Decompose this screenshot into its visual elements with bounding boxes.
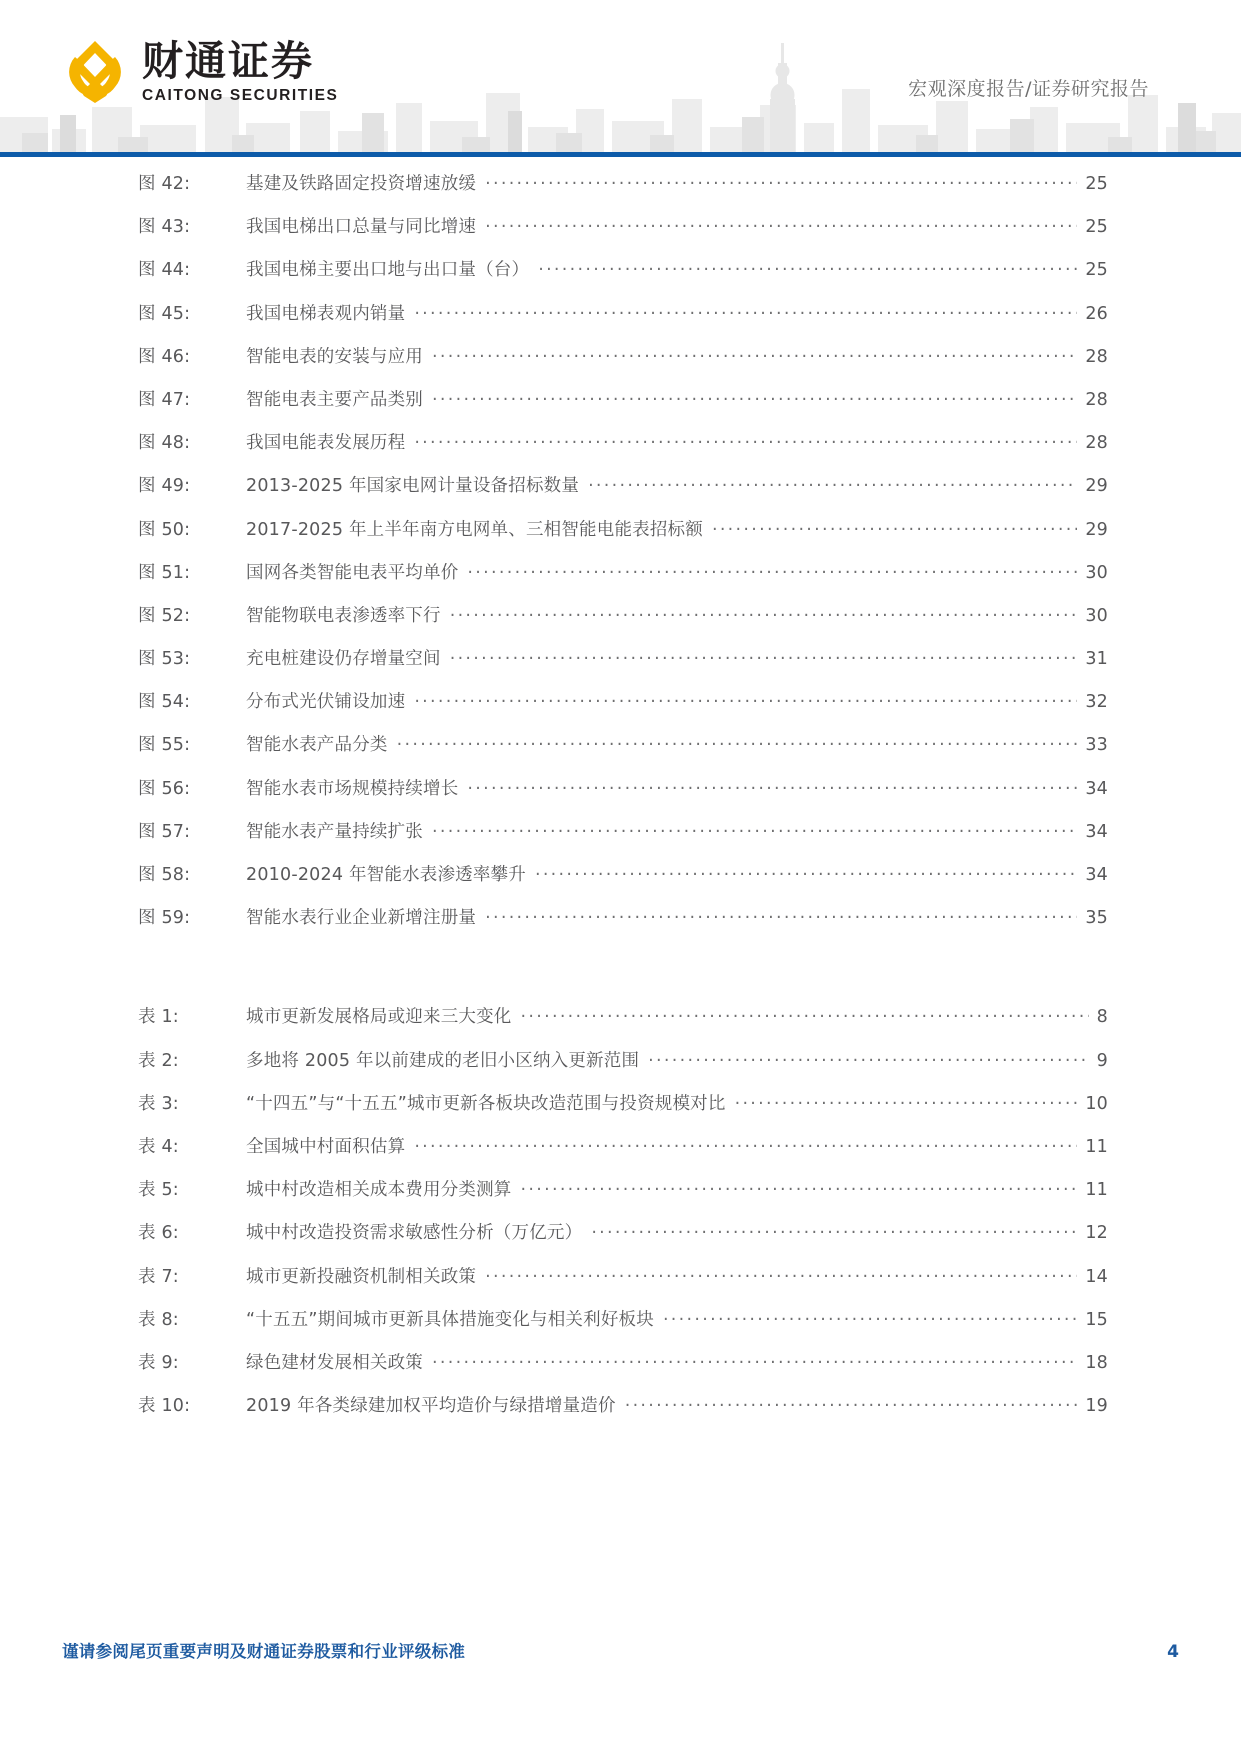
toc-entry[interactable] <box>0 170 1241 213</box>
header-divider-rule <box>0 152 1241 157</box>
toc-leader-dots <box>414 431 1077 449</box>
toc-entry-title: 2010-2024 年智能水表渗透率攀升 <box>246 865 526 885</box>
toc-entry-title: 智能水表市场规模持续增长 <box>246 778 459 799</box>
toc-entry-label: 表 6: <box>138 1223 179 1244</box>
toc-leader-dots <box>414 301 1077 319</box>
toc-entry-label: 表 1: <box>138 1007 179 1028</box>
toc-entry-title: 2017-2025 年上半年南方电网单、三相智能电能表招标额 <box>246 519 703 540</box>
toc-entry-label: 表 2: <box>138 1050 179 1071</box>
toc-entry-page-number: 11 <box>1085 1136 1108 1157</box>
toc-entry[interactable] <box>0 300 1241 343</box>
toc-entry-label: 图 53: <box>138 649 191 670</box>
toc-entry-label: 图 43: <box>138 217 191 238</box>
toc-entry-page-number: 28 <box>1085 389 1108 410</box>
toc-entry-title: 智能电表的安装与应用 <box>246 346 423 367</box>
toc-entry-label: 图 46: <box>138 346 191 367</box>
toc-entry-page-number: 9 <box>1096 1050 1108 1071</box>
toc-entry[interactable] <box>0 1133 1241 1176</box>
toc-entry-label: 表 10: <box>138 1396 191 1417</box>
toc-entry-title: 全国城中村面积估算 <box>246 1136 406 1157</box>
toc-entry-title: “十五五”期间城市更新具体措施变化与相关利好板块 <box>246 1309 654 1330</box>
toc-entry-title: 2013-2025 年国家电网计量设备招标数量 <box>246 476 580 497</box>
toc-entry[interactable] <box>0 1176 1241 1219</box>
page-footer <box>0 1638 1241 1662</box>
toc-entry-page-number: 25 <box>1085 260 1108 281</box>
toc-entry-label: 图 55: <box>138 735 191 756</box>
toc-leader-dots <box>414 1134 1077 1152</box>
list-separator-space <box>0 947 1241 1003</box>
table-list <box>0 1003 1241 1435</box>
brand-logo <box>62 38 338 105</box>
toc-entry-title: 多地将 2005 年以前建成的老旧小区纳入更新范围 <box>246 1050 640 1071</box>
toc-entry[interactable] <box>0 904 1241 947</box>
toc-entry[interactable] <box>0 688 1241 731</box>
toc-entry-page-number: 26 <box>1085 303 1108 324</box>
caitong-logo-icon <box>62 39 128 105</box>
toc-entry[interactable] <box>0 256 1241 299</box>
toc-entry-page-number: 11 <box>1085 1180 1108 1201</box>
toc-leader-dots <box>432 387 1077 405</box>
toc-entry-label: 表 3: <box>138 1093 179 1114</box>
toc-entry-label: 图 50: <box>138 519 191 540</box>
toc-leader-dots <box>467 560 1077 578</box>
toc-entry[interactable] <box>0 559 1241 602</box>
toc-entry-label: 表 7: <box>138 1266 179 1287</box>
toc-entry-page-number: 25 <box>1085 217 1108 238</box>
toc-entry-label: 图 57: <box>138 821 191 842</box>
toc-leader-dots <box>432 819 1077 837</box>
toc-entry[interactable] <box>0 213 1241 256</box>
toc-entry-title: 智能物联电表渗透率下行 <box>246 605 441 626</box>
toc-leader-dots <box>467 776 1077 794</box>
toc-leader-dots <box>521 1005 1089 1023</box>
toc-entry-title: 我国电梯主要出口地与出口量（台） <box>246 260 530 281</box>
table-of-contents <box>0 170 1241 1435</box>
toc-entry-page-number: 8 <box>1096 1007 1108 1028</box>
toc-entry[interactable] <box>0 516 1241 559</box>
toc-entry-page-number: 28 <box>1085 346 1108 367</box>
toc-entry[interactable] <box>0 645 1241 688</box>
toc-entry[interactable] <box>0 1349 1241 1392</box>
toc-entry[interactable] <box>0 1090 1241 1133</box>
toc-entry-page-number: 15 <box>1085 1309 1108 1330</box>
toc-leader-dots <box>485 215 1077 233</box>
toc-leader-dots <box>521 1178 1078 1196</box>
toc-entry-label: 图 42: <box>138 174 191 194</box>
toc-entry-page-number: 34 <box>1085 778 1108 799</box>
toc-leader-dots <box>485 1264 1077 1282</box>
toc-entry-title: 智能水表行业企业新增注册量 <box>246 908 477 929</box>
report-type-label: 宏观深度报告/证券研究报告 <box>908 78 1149 100</box>
toc-entry[interactable] <box>0 1263 1241 1306</box>
toc-leader-dots <box>450 603 1078 621</box>
toc-entry-page-number: 14 <box>1085 1266 1108 1287</box>
toc-entry-page-number: 25 <box>1085 174 1108 194</box>
toc-leader-dots <box>735 1091 1078 1109</box>
toc-entry-title: 基建及铁路固定投资增速放缓 <box>246 174 477 194</box>
toc-entry-page-number: 30 <box>1085 605 1108 626</box>
toc-entry-label: 图 59: <box>138 908 191 929</box>
toc-leader-dots <box>397 733 1078 751</box>
toc-entry-title: 我国电梯出口总量与同比增速 <box>246 217 477 238</box>
brand-name-en: CAITONG SECURITIES <box>142 87 339 105</box>
toc-entry-title: 城市更新发展格局或迎来三大变化 <box>246 1007 512 1028</box>
page-header <box>0 0 1241 155</box>
toc-entry-page-number: 34 <box>1085 865 1108 885</box>
toc-entry-page-number: 35 <box>1085 908 1108 929</box>
toc-entry[interactable] <box>0 818 1241 861</box>
toc-leader-dots <box>588 474 1077 492</box>
toc-leader-dots <box>625 1394 1078 1412</box>
toc-entry[interactable] <box>0 861 1241 904</box>
toc-leader-dots <box>591 1221 1077 1239</box>
toc-entry-label: 图 54: <box>138 692 191 713</box>
toc-entry[interactable] <box>0 386 1241 429</box>
toc-entry-label: 图 44: <box>138 260 191 281</box>
toc-entry-page-number: 19 <box>1085 1396 1108 1417</box>
toc-entry-label: 图 51: <box>138 562 191 583</box>
toc-entry-page-number: 30 <box>1085 562 1108 583</box>
toc-entry-title: 分布式光伏铺设加速 <box>246 692 406 713</box>
toc-entry[interactable] <box>0 1003 1241 1046</box>
toc-entry-title: 绿色建材发展相关政策 <box>246 1352 423 1373</box>
toc-entry-page-number: 12 <box>1085 1223 1108 1244</box>
toc-entry-page-number: 18 <box>1085 1352 1108 1373</box>
toc-entry-page-number: 34 <box>1085 821 1108 842</box>
toc-entry-title: 智能水表产量持续扩张 <box>246 821 423 842</box>
toc-entry[interactable] <box>0 602 1241 645</box>
toc-entry-label: 图 49: <box>138 476 191 497</box>
toc-entry-title: 城中村改造相关成本费用分类测算 <box>246 1180 512 1201</box>
toc-leader-dots <box>712 517 1077 535</box>
toc-entry-title: 2019 年各类绿建加权平均造价与绿措增量造价 <box>246 1396 616 1417</box>
toc-entry-title: 智能水表产品分类 <box>246 735 388 756</box>
toc-entry[interactable] <box>0 472 1241 515</box>
toc-entry-title: 我国电能表发展历程 <box>246 433 406 454</box>
toc-leader-dots <box>535 863 1077 881</box>
toc-leader-dots <box>432 344 1077 362</box>
toc-entry-label: 图 58: <box>138 865 191 885</box>
toc-leader-dots <box>450 647 1078 665</box>
toc-entry-label: 表 9: <box>138 1352 179 1373</box>
toc-entry-page-number: 31 <box>1085 649 1108 670</box>
toc-leader-dots <box>432 1350 1077 1368</box>
toc-entry[interactable] <box>0 1047 1241 1090</box>
footer-disclaimer: 谨请参阅尾页重要声明及财通证券股票和行业评级标准 <box>62 1642 466 1661</box>
toc-leader-dots <box>485 172 1077 190</box>
toc-entry-label: 表 4: <box>138 1136 179 1157</box>
toc-entry-page-number: 10 <box>1085 1093 1108 1114</box>
toc-leader-dots <box>414 690 1077 708</box>
toc-entry[interactable] <box>0 731 1241 774</box>
toc-entry-title: 城中村改造投资需求敏感性分析（万亿元） <box>246 1223 583 1244</box>
toc-entry[interactable] <box>0 1392 1241 1435</box>
toc-entry-title: 智能电表主要产品类别 <box>246 389 423 410</box>
toc-entry-page-number: 33 <box>1085 735 1108 756</box>
toc-entry-label: 表 8: <box>138 1309 179 1330</box>
toc-leader-dots <box>485 906 1077 924</box>
toc-entry[interactable] <box>0 775 1241 818</box>
toc-entry-label: 表 5: <box>138 1180 179 1201</box>
toc-entry-title: “十四五”与“十五五”城市更新各板块改造范围与投资规模对比 <box>246 1093 726 1114</box>
toc-entry[interactable] <box>0 343 1241 386</box>
page-number: 4 <box>1167 1642 1179 1662</box>
toc-leader-dots <box>538 258 1077 276</box>
toc-entry-label: 图 56: <box>138 778 191 799</box>
brand-name-cn: 财通证券 <box>142 37 314 85</box>
toc-entry-title: 我国电梯表观内销量 <box>246 303 406 324</box>
toc-entry-page-number: 28 <box>1085 433 1108 454</box>
toc-entry-page-number: 29 <box>1085 476 1108 497</box>
toc-entry-label: 图 48: <box>138 433 191 454</box>
toc-entry[interactable] <box>0 429 1241 472</box>
toc-leader-dots <box>663 1307 1077 1325</box>
toc-entry-page-number: 29 <box>1085 519 1108 540</box>
toc-entry-label: 图 52: <box>138 605 191 626</box>
toc-entry-title: 国网各类智能电表平均单价 <box>246 562 459 583</box>
toc-entry[interactable] <box>0 1219 1241 1262</box>
toc-entry-label: 图 45: <box>138 303 191 324</box>
toc-entry-label: 图 47: <box>138 389 191 410</box>
toc-leader-dots <box>648 1048 1088 1066</box>
toc-entry-page-number: 32 <box>1085 692 1108 713</box>
toc-entry-title: 城市更新投融资机制相关政策 <box>246 1266 477 1287</box>
figure-list <box>0 170 1241 947</box>
toc-entry[interactable] <box>0 1306 1241 1349</box>
toc-entry-title: 充电桩建设仍存增量空间 <box>246 649 441 670</box>
